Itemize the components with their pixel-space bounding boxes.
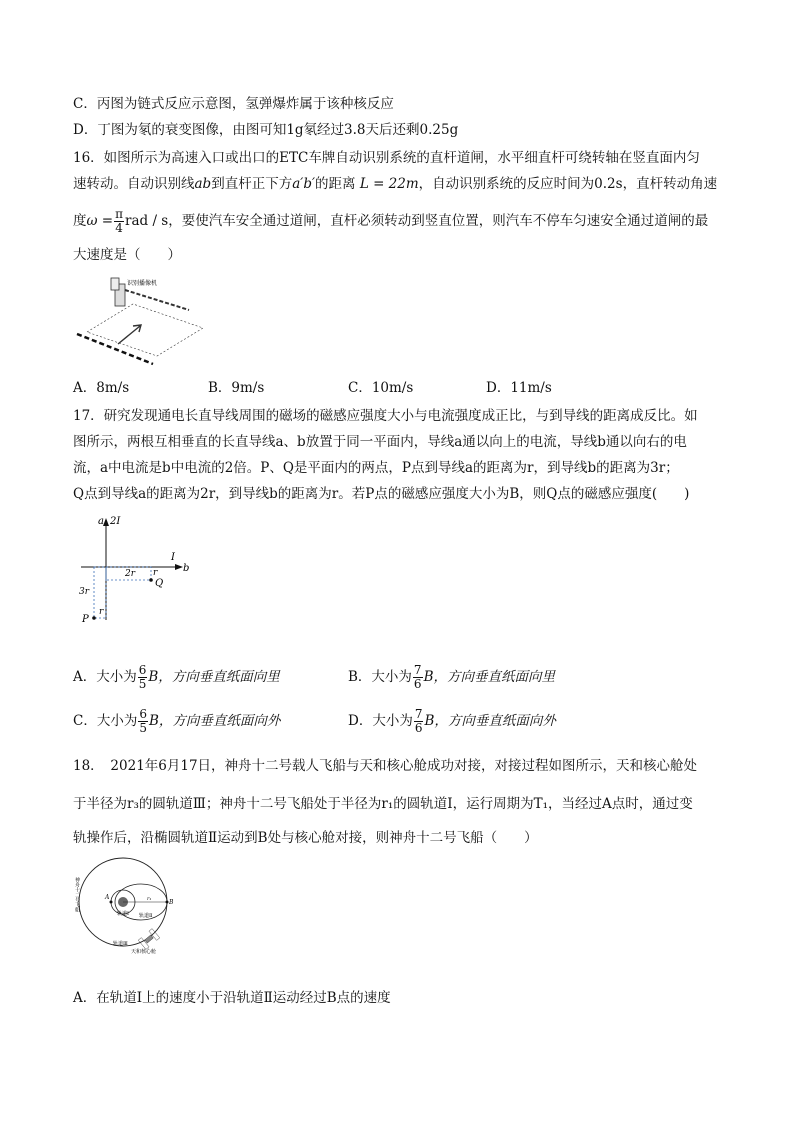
q17-option-d: D．大小为 $\frac{7}{6}$ B，方向垂直纸面向外	[348, 707, 556, 735]
camera-post	[111, 278, 119, 290]
point-p	[92, 616, 96, 620]
q16-stem-line3: 度ω = $\frac{\pi}{4}$ rad / s，要使汽车安全通过道闸，直杆必须转动到竖直位置，则汽车不停车匀速安全通过道闸的最	[73, 207, 709, 235]
q18-stem-line2: 于半径为r₃的圆轨道Ⅲ；神舟十二号飞船处于半径为r₁的圆轨道Ⅰ，运行周期为T₁，当经过A点时，通过变	[73, 796, 693, 812]
wires-figure	[73, 512, 203, 624]
station-icon	[138, 929, 160, 950]
q17-stem-line1: 17．研究发现通电长直导线周围的磁场的磁感应强度大小与电流强度成正比，与到导线的距离成反比。如	[73, 408, 698, 424]
q17-stem-line2: 图所示，两根互相垂直的长直导线a、b放置于同一平面内，导线a通以向上的电流，导线b通以向右的电	[73, 434, 687, 450]
label-a: a	[98, 516, 104, 527]
q17-stem-line4: Q点到导线a的距离为2r，到导线b的距离为r。若P点的磁感应强度大小为B，则Q点的磁感应强度( )	[73, 486, 690, 502]
label-2r: 2r	[125, 569, 136, 579]
label-b: b	[183, 563, 190, 574]
orbit-figure	[73, 855, 183, 960]
point-a	[110, 901, 113, 904]
label-b: B	[169, 899, 174, 906]
camera-label: 识别播像机	[127, 280, 158, 287]
label-r-p: r	[99, 607, 104, 617]
q17-stem-line3: 流，a中电流是b中电流的2倍。P、Q是平面内的两点，P点到导线a的距离为r，到导线b的距离为3r；	[73, 460, 679, 476]
q18-option-a: A．在轨道Ⅰ上的速度小于沿轨道Ⅱ运动经过B点的速度	[73, 990, 391, 1006]
q15-option-c: C．丙图为链式反应示意图，氢弹爆炸属于该种核反应	[73, 96, 394, 112]
q15-option-d: D．丁图为氡的衰变图像，由图可知1g氡经过3.8天后还剩0.25g	[73, 122, 459, 138]
wire-b-arrow	[175, 564, 183, 570]
label-2i: 2I	[110, 516, 121, 527]
q16-option-c: C．10m/s	[348, 380, 414, 396]
q16-stem-line2: 速转动。自动识别线ab到直杆正下方a′b′的距离 L = 22m，自动识别系统的反应时间为0.2s，直杆转动角速	[73, 176, 718, 192]
label-r-q: r	[153, 568, 158, 578]
etc-gate-figure	[73, 270, 223, 370]
q18-stem-line1: 18． 2021年6月17日，神舟十二号载人飞船与天和核心舱成功对接，对接过程如图所示，天和核心舱处	[73, 758, 698, 774]
q16-option-b: B．9m/s	[208, 380, 265, 396]
label-q: Q	[155, 578, 164, 589]
q16-option-a: A．8m/s	[73, 380, 130, 396]
q17-option-b: B．大小为 $\frac{7}{6}$ B，方向垂直纸面向里	[348, 663, 555, 691]
label-orbit-1: 轨道Ⅰ	[117, 911, 129, 917]
label-i: I	[171, 552, 175, 563]
point-q	[149, 578, 153, 582]
q16-stem-line1: 16．如图所示为高速入口或出口的ETC车牌自动识别系统的直杆道闸，水平细直杆可绕转轴在竖直面内匀	[73, 150, 700, 166]
direction-arrow	[118, 325, 141, 344]
q17-option-c: C．大小为 $\frac{6}{5}$ B，方向垂直纸面向外	[73, 707, 281, 735]
q18-stem-line3: 轨操作后，沿椭圆轨道Ⅱ运动到B处与核心舱对接，则神舟十二号飞船（ ）	[73, 830, 538, 846]
label-p: P	[82, 614, 89, 624]
label-orbit-3: 轨道Ⅲ	[113, 941, 128, 947]
label-ship: 神舟十二号飞船	[74, 877, 80, 912]
label-r1: r₁	[147, 896, 152, 902]
label-a: A	[105, 894, 110, 901]
recognition-line	[77, 334, 153, 364]
label-station: 天和核心舱	[131, 949, 157, 955]
q17-option-a: A．大小为 $\frac{6}{5}$ B，方向垂直纸面向里	[73, 663, 280, 691]
label-orbit-2: 轨道Ⅱ	[139, 913, 153, 919]
q16-option-d: D．11m/s	[486, 380, 552, 396]
q16-stem-line4: 大速度是（ ）	[73, 247, 181, 263]
label-3r: 3r	[79, 587, 90, 597]
gate-bar	[125, 290, 189, 310]
lane-region	[87, 304, 203, 356]
